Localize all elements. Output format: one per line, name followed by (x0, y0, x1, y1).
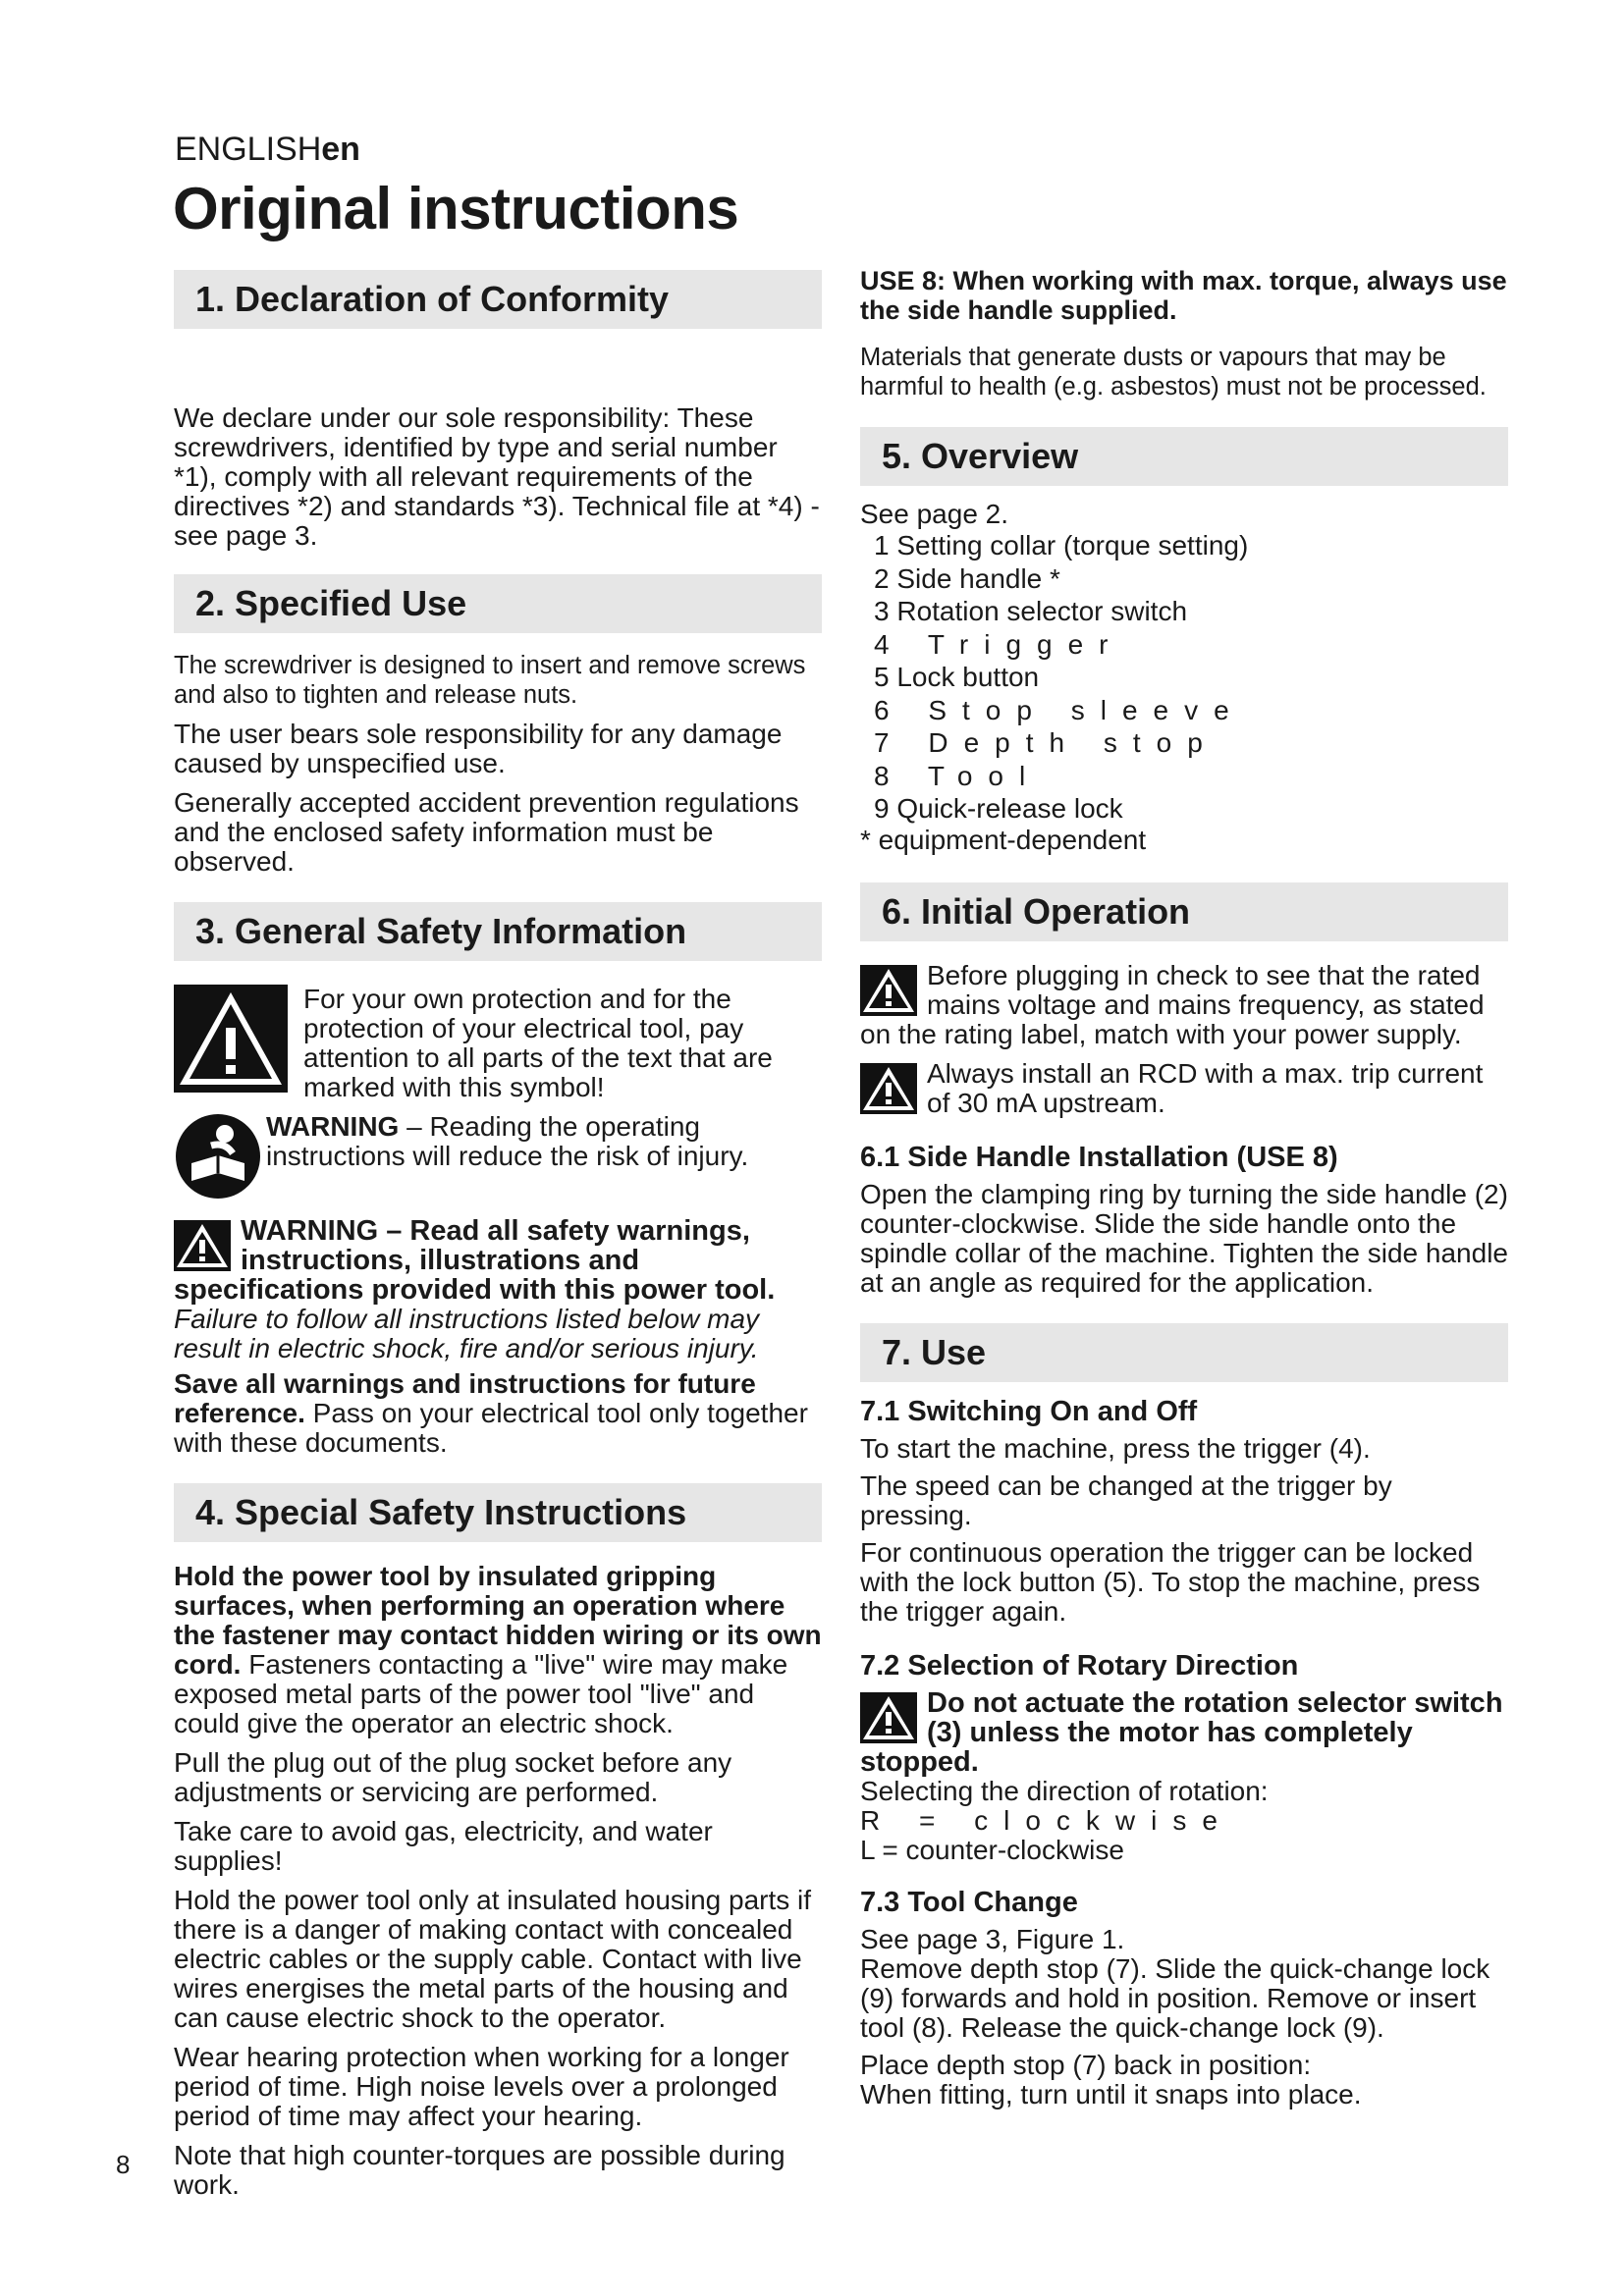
section-heading-conformity: 1. Declaration of Conformity (174, 270, 822, 329)
voltage-warning-text: Before plugging in check to see that the rated mains voltage and mains frequency, as stated on the rating label, match with your power supply. (860, 959, 1485, 1049)
overview-list (860, 529, 1508, 826)
use-p3: For continuous operation the trigger can be locked with the lock button (5). To stop the machine, press the trigger again. (860, 1536, 1481, 1627)
overview-intro: See page 2. (860, 499, 1009, 529)
specified-use-p3: Generally accepted accident prevention regulations and the enclosed safety information must be observed. (174, 787, 799, 877)
subheading-rotary-direction: 7.2 Selection of Rotary Direction (860, 1649, 1299, 1682)
subheading-side-handle: 6.1 Side Handle Installation (USE 8) (860, 1141, 1338, 1173)
list-item: 8 Tool (874, 760, 1042, 791)
safety-symbol-text: For your own protection and for the protection of your electrical tool, pay attention to all parts of the text that are marked with this symbol! (303, 984, 773, 1102)
special-safety-p6: Note that high counter-torques are possible during work. (174, 2140, 785, 2200)
list-item: 9 Quick-release lock (874, 793, 1123, 824)
list-item: 1 Setting collar (torque setting) (874, 530, 1249, 561)
warning-triangle-icon (860, 965, 917, 1016)
special-safety-p3: Take care to avoid gas, electricity, and water supplies! (174, 1816, 713, 1876)
specified-use-p2: The user bears sole responsibility for any damage caused by unspecified use. (174, 719, 783, 778)
save-warnings-text: Save all warnings and instructions for future reference. Pass on your electrical tool only together with these documents. (174, 1368, 808, 1458)
bold-warning-text: WARNING – Read all safety warnings, instructions, illustrations and specifications provided with this power tool. (174, 1215, 776, 1306)
direction-intro: Selecting the direction of rotation: (860, 1775, 1269, 1806)
voltage-warning-block (860, 961, 1508, 1049)
section-heading-specified-use: 2. Specified Use (174, 574, 822, 633)
list-item: 2 Side handle * (874, 562, 1060, 594)
section-heading-special-safety: 4. Special Safety Instructions (174, 1483, 822, 1542)
list-item: 7 Depth stop (874, 727, 1218, 758)
direction-counter-clockwise: L = counter-clockwise (860, 1834, 1124, 1865)
conformity-text: We declare under our sole responsibility: These screwdrivers, identified by type and serial number *1), comply with all relevant requirements of the directives *2) and standards *3). Technical file at *4) - see page 3. (174, 402, 820, 551)
warning-triangle-icon (174, 985, 288, 1093)
materials-note: Materials that generate dusts or vapours that may be harmful to health (e.g. asbestos) must not be processed. (860, 344, 1487, 400)
list-item: 4 Trigger (874, 628, 1124, 660)
italic-warning-text: Failure to follow all instructions listed below may result in electric shock, fire and/or serious injury. (174, 1304, 760, 1363)
special-safety-p5: Wear hearing protection when working for a longer period of time. High noise levels over a prolonged period of time may affect your hearing. (174, 2042, 789, 2131)
special-safety-p1: Hold the power tool by insulated gripping surfaces, when performing an operation where the fastener may contact hidden wiring or its own cord. Fasteners contacting a "live" wire may make exposed metal parts of the power tool "live" and could give the operator an electric shock. (174, 1561, 822, 1738)
list-item: 3 Rotation selector switch (874, 596, 1188, 626)
warning-triangle-icon (860, 1063, 917, 1114)
page-title: Original instructions (173, 176, 739, 241)
tool-change-p4: When fitting, turn until it snaps into place. (860, 2078, 1362, 2109)
rcd-warning-block (860, 1059, 1508, 1118)
tool-change-p3: Place depth stop (7) back in position: (860, 2049, 1312, 2080)
special-safety-p2: Pull the plug out of the plug socket before any adjustments or servicing are performed. (174, 1747, 732, 1807)
section-heading-initial-operation: 6. Initial Operation (860, 882, 1508, 941)
subheading-switching: 7.1 Switching On and Off (860, 1395, 1198, 1427)
rotation-warning-text: Do not actuate the rotation selector switch (3) unless the motor has completely stopped. (860, 1686, 1503, 1778)
warning-triangle-icon (174, 1220, 231, 1271)
page-number: 8 (116, 2150, 131, 2179)
safety-symbol-block (174, 985, 822, 1102)
section-heading-overview: 5. Overview (860, 427, 1508, 486)
side-handle-text: Open the clamping ring by turning the side handle (2) counter-clockwise. Slide the side handle onto the spindle collar of the machine. Tighten the side handle at an angle as required for the application. (860, 1178, 1508, 1298)
section-heading-general-safety: 3. General Safety Information (174, 902, 822, 961)
specified-use-p1: The screwdriver is designed to insert and remove screws and also to tighten and release nuts. (174, 652, 806, 709)
special-safety-p4: Hold the power tool only at insulated housing parts if there is a danger of making contact with concealed electric cables or the supply cable. Contact with live wires energises the metal parts of the housing and can cause electric shock to the operator. (174, 1885, 812, 2033)
section-heading-use: 7. Use (860, 1323, 1508, 1382)
use-p1: To start the machine, press the trigger (4). (860, 1432, 1371, 1464)
rcd-warning-text: Always install an RCD with a max. trip current of 30 mA upstream. (927, 1057, 1484, 1118)
read-manual-text: WARNING – Reading the operating instructions will reduce the risk of injury. (266, 1111, 749, 1171)
tool-change-p2: Remove depth stop (7). Slide the quick-change lock (9) forwards and hold in position. Remove or insert tool (8). Release the quick-change lock (9). (860, 1952, 1490, 2043)
tool-change-p1: See page 3, Figure 1. (860, 1923, 1125, 1954)
left-column (174, 270, 822, 2200)
overview-footnote: * equipment-dependent (860, 824, 1147, 855)
list-item: 6 Stop sleeve (874, 694, 1245, 725)
rotation-warning-block (860, 1688, 1508, 1777)
use-p2: The speed can be changed at the trigger by pressing. (860, 1469, 1392, 1530)
use8-note: USE 8: When working with max. torque, always use the side handle supplied. (860, 266, 1507, 325)
warning-triangle-icon (860, 1692, 917, 1743)
bold-warning-block (174, 1216, 822, 1305)
language-label: ENGLISHen (175, 131, 360, 168)
direction-clockwise: R = clockwise (860, 1804, 1233, 1836)
list-item: 5 Lock button (874, 662, 1040, 692)
read-manual-icon (174, 1112, 262, 1201)
read-manual-block (174, 1112, 822, 1201)
right-column (860, 266, 1508, 2109)
subheading-tool-change: 7.3 Tool Change (860, 1886, 1078, 1918)
